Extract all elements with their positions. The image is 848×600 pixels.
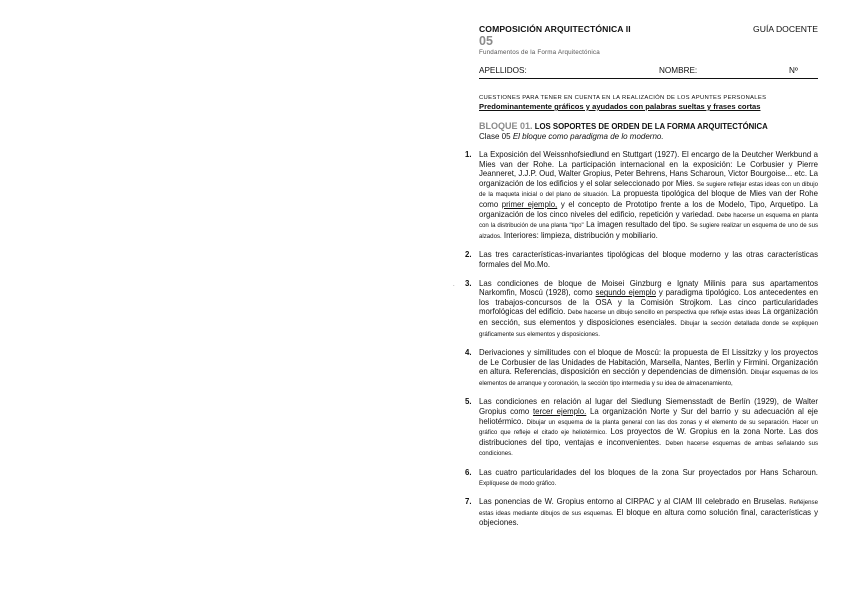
surname-field-label: APELLIDOS: [479,66,527,75]
list-item: 1. La Exposición del Weissnhofsiedlund en Stuttgart (1927). El encargo de la Deutcher Werkbund a Mies van der Rohe. La participación internacional en la exposición: Le Corbusier y Pierre Jeanneret, J.J.P. Oud, Walter Gropius, Peter Behrens, Hans Scharoun, Victor Bourgoise... etc. La organización de los edificios y el solar seleccionado por Mies. Se sugiere reflejar estas ideas con un dibujo de la maqueta inicial o del plano de situación. La propuesta tipológica del bloque de Mies van der Rohe como primer ejemplo, y el concepto de Prototipo frente a los de Modelo, Tipo, Arquetipo. La organización de los cinco niveles del edificio, repetición y variedad. Debe hacerse un esquema en planta con la distribución de una planta "tipo" La imagen resultado del tipo. Se sugiere realizar un esquema de uno de sus alzados. Interiores: limpieza, distribución y mobiliario. [465,150,819,240]
guide-label: GUÍA DOCENTE [753,24,818,34]
course-title: COMPOSICIÓN ARQUITECTÓNICA II [479,24,631,34]
number-field-label: Nº [789,66,798,75]
course-subtitle: Fundamentos de la Forma Arquitectónica [479,49,600,56]
list-item: 4. Derivaciones y similitudes con el bloque de Moscú: la propuesta de El Lissitzky y los proyectos de Le Corbusier de las Unidades de Habitación, Marsella, Nantes, Berlín y Firmini. Organización en altura. Referencias, disposición en sección y dependencias de dimensión. Dibujar esquemas de los elementos de arranque y coronación, la sección tipo intermedia y su idea de almacenamiento, [465,348,818,387]
instructions-note: Predominantemente gráficos y ayudados con palabras sueltas y frases cortas [479,102,761,111]
block-label: BLOQUE 01. [479,121,533,131]
list-item: 3. Las condiciones de bloque de Moisei Ginzburg e Ignaty Milinis para sus apartamentos Narkomfin, Moscú (1928), como segundo ejemplo y paradigma tipológico. Los antecedentes en los trabajos-concursos de la OSA y la Comisión Strojkom. Las cinco particularidades morfológicas del edificio. Debe hacerse un dibujo sencillo en perspectiva que refleje estas ideas La organización en sección, sus elementos y disposiciones esenciales. Dibujar la sección detallada donde se expliquen gráficamente sus elementos y disposiciones. [465,278,818,338]
list-item: 7. Las ponencias de W. Gropius entorno al CIRPAC y al CIAM III celebrado en Bruselas. Refléjense estas ideas mediante dibujos de sus esquemas. El bloque en altura como solución final, características y objeciones. [465,497,818,528]
list-item: 5. Las condiciones en relación al lugar del Siedlung Siemensstadt de Berlín (1929), de Walter Gropius como tercer ejemplo. La organización Norte y Sur del barrio y su adecuación al eje heliotérmico. Dibujar un esquema de la planta general con las dos zonas y el elemento de su separación. Hacer un gráfico que refleje el citado eje heliotérmico. Los proyectos de W. Gropius en la zona Norte. Las dos distribuciones del tipo, ventajas e inconvenientes. Deben hacerse esquemas de ambas señalando sus condiciones. [465,397,818,458]
document-page [465,24,819,537]
lesson-number: 05 [479,34,493,48]
class-line [479,132,818,141]
class-title: El bloque como paradigma de lo moderno. [512,132,664,141]
name-field-label: NOMBRE: [659,66,698,75]
list-item: 2. Las tres características-invariantes tipológicas del bloque moderno y las otras características formales del Mo.Mo. [465,250,818,269]
block-heading [479,121,818,131]
header [479,24,818,56]
block-title: LOS SOPORTES DE ORDEN DE LA FORMA ARQUITECTÓNICA [534,122,768,131]
stray-mark: . [453,282,455,288]
instructions-heading: CUESTIONES PARA TENER EN CUENTA EN LA REALIZACIÓN DE LOS APUNTES PERSONALES [479,95,767,101]
list-item: 6. Las cuatro particularidades del los bloques de la zona Sur proyectados por Hans Scharoun. Explíquese de modo gráfico. [465,468,818,487]
student-fields [479,66,818,79]
question-list [465,150,818,528]
class-prefix: Clase 05 [479,132,511,141]
header-left [479,24,631,56]
